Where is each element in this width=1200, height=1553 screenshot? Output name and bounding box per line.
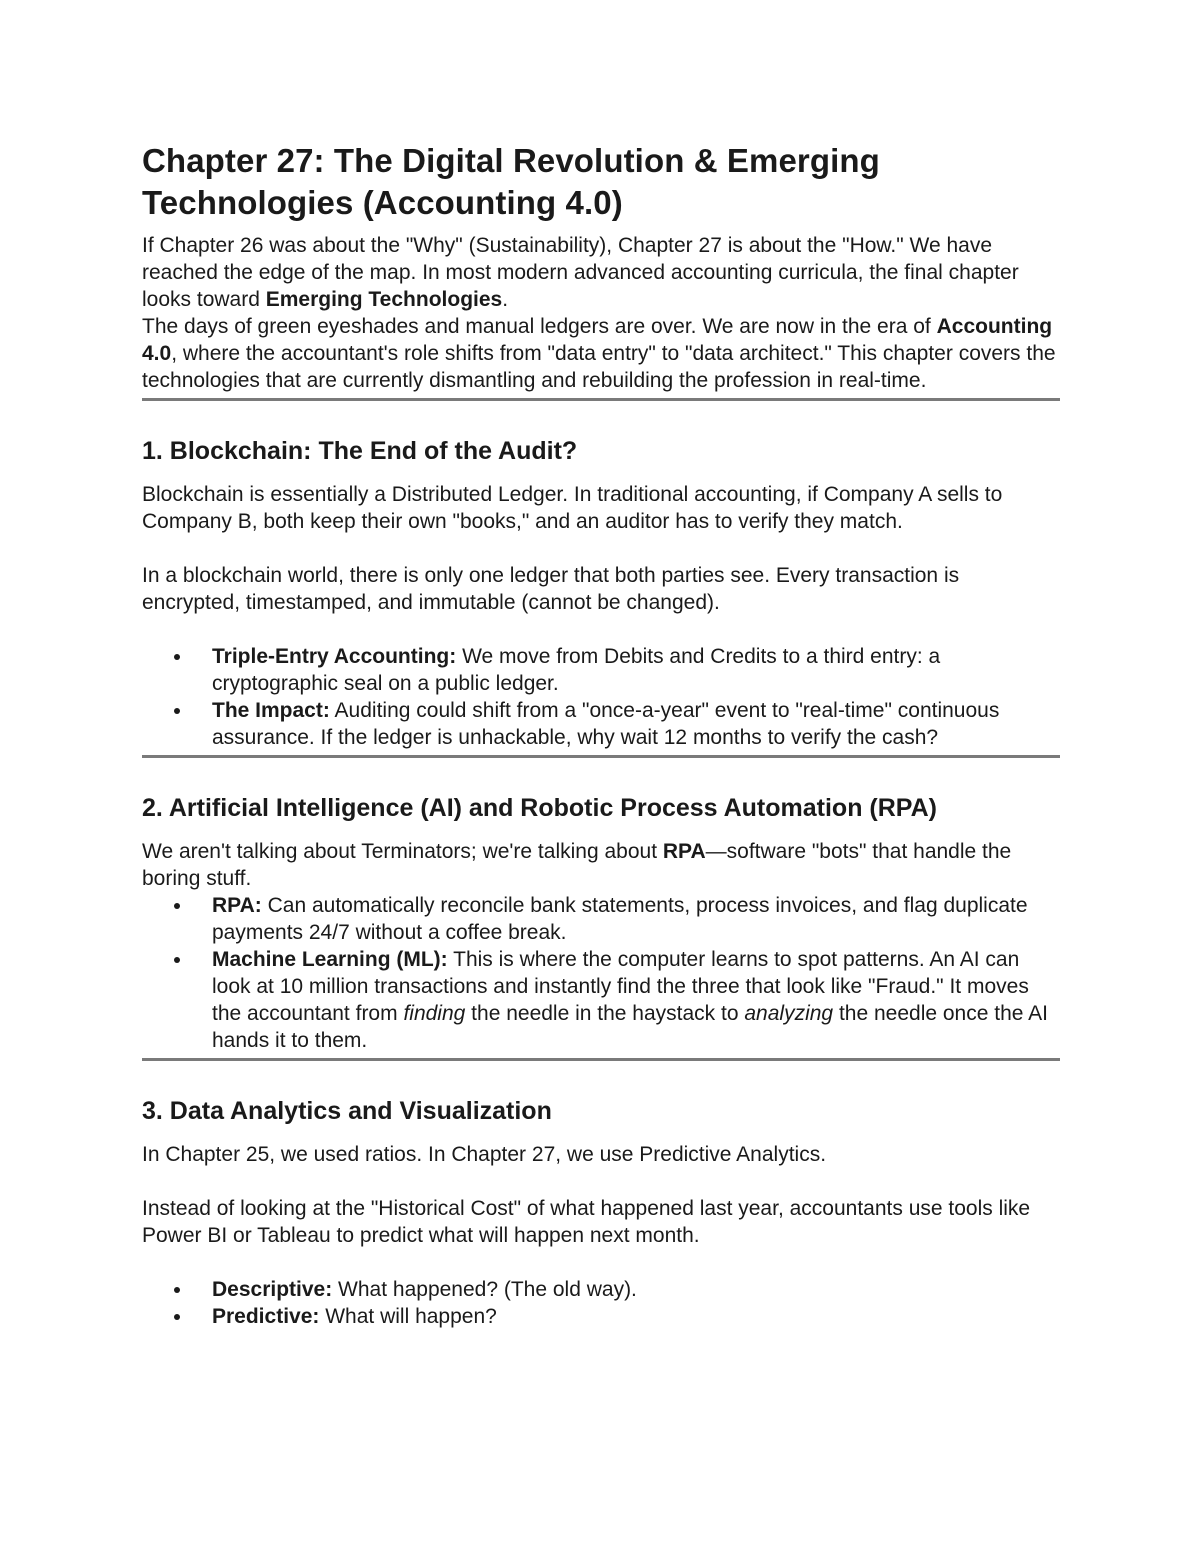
intro-emphasis: Emerging Technologies xyxy=(265,288,503,311)
list-item-label: RPA: xyxy=(212,894,262,917)
bullet-icon xyxy=(174,708,180,714)
list-item-label: Triple-Entry Accounting: xyxy=(212,645,457,668)
list-item xyxy=(142,1276,1060,1303)
chapter-title xyxy=(142,140,1060,224)
section-divider xyxy=(142,398,1060,401)
list-item-text: We move from Debits and Credits to a third entry: a cryptographic seal on a public ledger. xyxy=(212,645,941,695)
list-item-text: What happened? (The old way). xyxy=(332,1278,637,1301)
intro-paragraph-1 xyxy=(142,232,1060,313)
section-divider xyxy=(142,1058,1060,1061)
paragraph-gap xyxy=(142,535,1060,562)
analytics-paragraph-1: In Chapter 25, we used ratios. In Chapter 27, we use Predictive Analytics. xyxy=(142,1143,827,1166)
list-item-italic: analyzing xyxy=(744,1002,834,1025)
list-item xyxy=(142,697,1060,751)
intro-emphasis: Accounting 4.0 xyxy=(142,315,1053,365)
section-divider xyxy=(142,755,1060,758)
paragraph-gap xyxy=(142,1249,1060,1276)
list-item xyxy=(142,643,1060,697)
bullet-icon xyxy=(174,1287,180,1293)
list-item-label: The Impact: xyxy=(212,699,330,722)
section-heading-blockchain: 1. Blockchain: The End of the Audit? xyxy=(142,437,578,465)
section-heading-ai-rpa: 2. Artificial Intelligence (AI) and Robotic Process Automation (RPA) xyxy=(142,794,937,822)
paragraph-emphasis: RPA xyxy=(662,840,706,863)
intro-text: . xyxy=(502,288,509,311)
intro-text: If Chapter 26 was about the "Why" (Sustainability), Chapter 27 is about the "How." We have reached the edge of the map. In most modern advanced accounting curricula, the final chapter looks toward xyxy=(142,234,1019,311)
bullet-icon xyxy=(174,654,180,660)
bullet-icon xyxy=(174,1314,180,1320)
paragraph-text: We aren't talking about Terminators; we're talking about xyxy=(142,840,663,863)
list-item-label: Predictive: xyxy=(212,1305,320,1328)
chapter-title-line-1: Chapter 27: The Digital Revolution & Emerging xyxy=(142,142,880,179)
chapter-title-line-2: Technologies (Accounting 4.0) xyxy=(142,184,623,221)
list-item-label: Machine Learning (ML): xyxy=(212,948,448,971)
intro-text: , where the accountant's role shifts from "data entry" to "data architect." This chapter covers the technologies that are currently dismantling and rebuilding the profession in real-time. xyxy=(142,342,1056,392)
section-heading-data-analytics: 3. Data Analytics and Visualization xyxy=(142,1097,552,1125)
list-item-text: the needle once the AI hands it to them. xyxy=(212,1002,1048,1052)
list-item xyxy=(142,946,1060,1054)
bullet-icon xyxy=(174,903,180,909)
document-body xyxy=(142,140,1060,1330)
list-item xyxy=(142,1303,1060,1330)
list-item-label: Descriptive: xyxy=(212,1278,333,1301)
ai-rpa-bullet-list xyxy=(142,892,1060,1054)
list-item-text: This is where the computer learns to spot patterns. An AI can look at 10 million transactions and instantly find the three that look like "Fraud." It moves the accountant from xyxy=(212,948,1029,1025)
paragraph-gap xyxy=(142,1168,1060,1195)
intro-text: The days of green eyeshades and manual ledgers are over. We are now in the era of xyxy=(142,315,937,338)
list-item-text: Auditing could shift from a "once-a-year" event to "real-time" continuous assurance. If the ledger is unhackable, why wait 12 months to verify the cash? xyxy=(212,699,1000,749)
list-item xyxy=(142,892,1060,946)
ai-rpa-paragraph-1 xyxy=(142,838,1060,892)
analytics-paragraph-2: Instead of looking at the "Historical Cost" of what happened last year, accountants use tools like Power BI or Tableau to predict what will happen next month. xyxy=(142,1197,1031,1247)
blockchain-bullet-list xyxy=(142,643,1060,751)
list-item-text: the needle in the haystack to xyxy=(465,1002,745,1025)
blockchain-paragraph-2: In a blockchain world, there is only one ledger that both parties see. Every transaction is encrypted, timestamped, and immutable (cannot be changed). xyxy=(142,564,960,614)
list-item-italic: finding xyxy=(403,1002,466,1025)
intro-paragraph-2 xyxy=(142,313,1060,394)
list-item-text: Can automatically reconcile bank statements, process invoices, and flag duplicate payments 24/7 without a coffee break. xyxy=(212,894,1028,944)
blockchain-paragraph-1: Blockchain is essentially a Distributed Ledger. In traditional accounting, if Company A sells to Company B, both keep their own "books," and an auditor has to verify they match. xyxy=(142,483,1003,533)
paragraph-gap xyxy=(142,616,1060,643)
paragraph-text: —software "bots" that handle the boring stuff. xyxy=(142,840,1012,890)
analytics-bullet-list xyxy=(142,1276,1060,1330)
list-item-text: What will happen? xyxy=(319,1305,497,1328)
bullet-icon xyxy=(174,957,180,963)
